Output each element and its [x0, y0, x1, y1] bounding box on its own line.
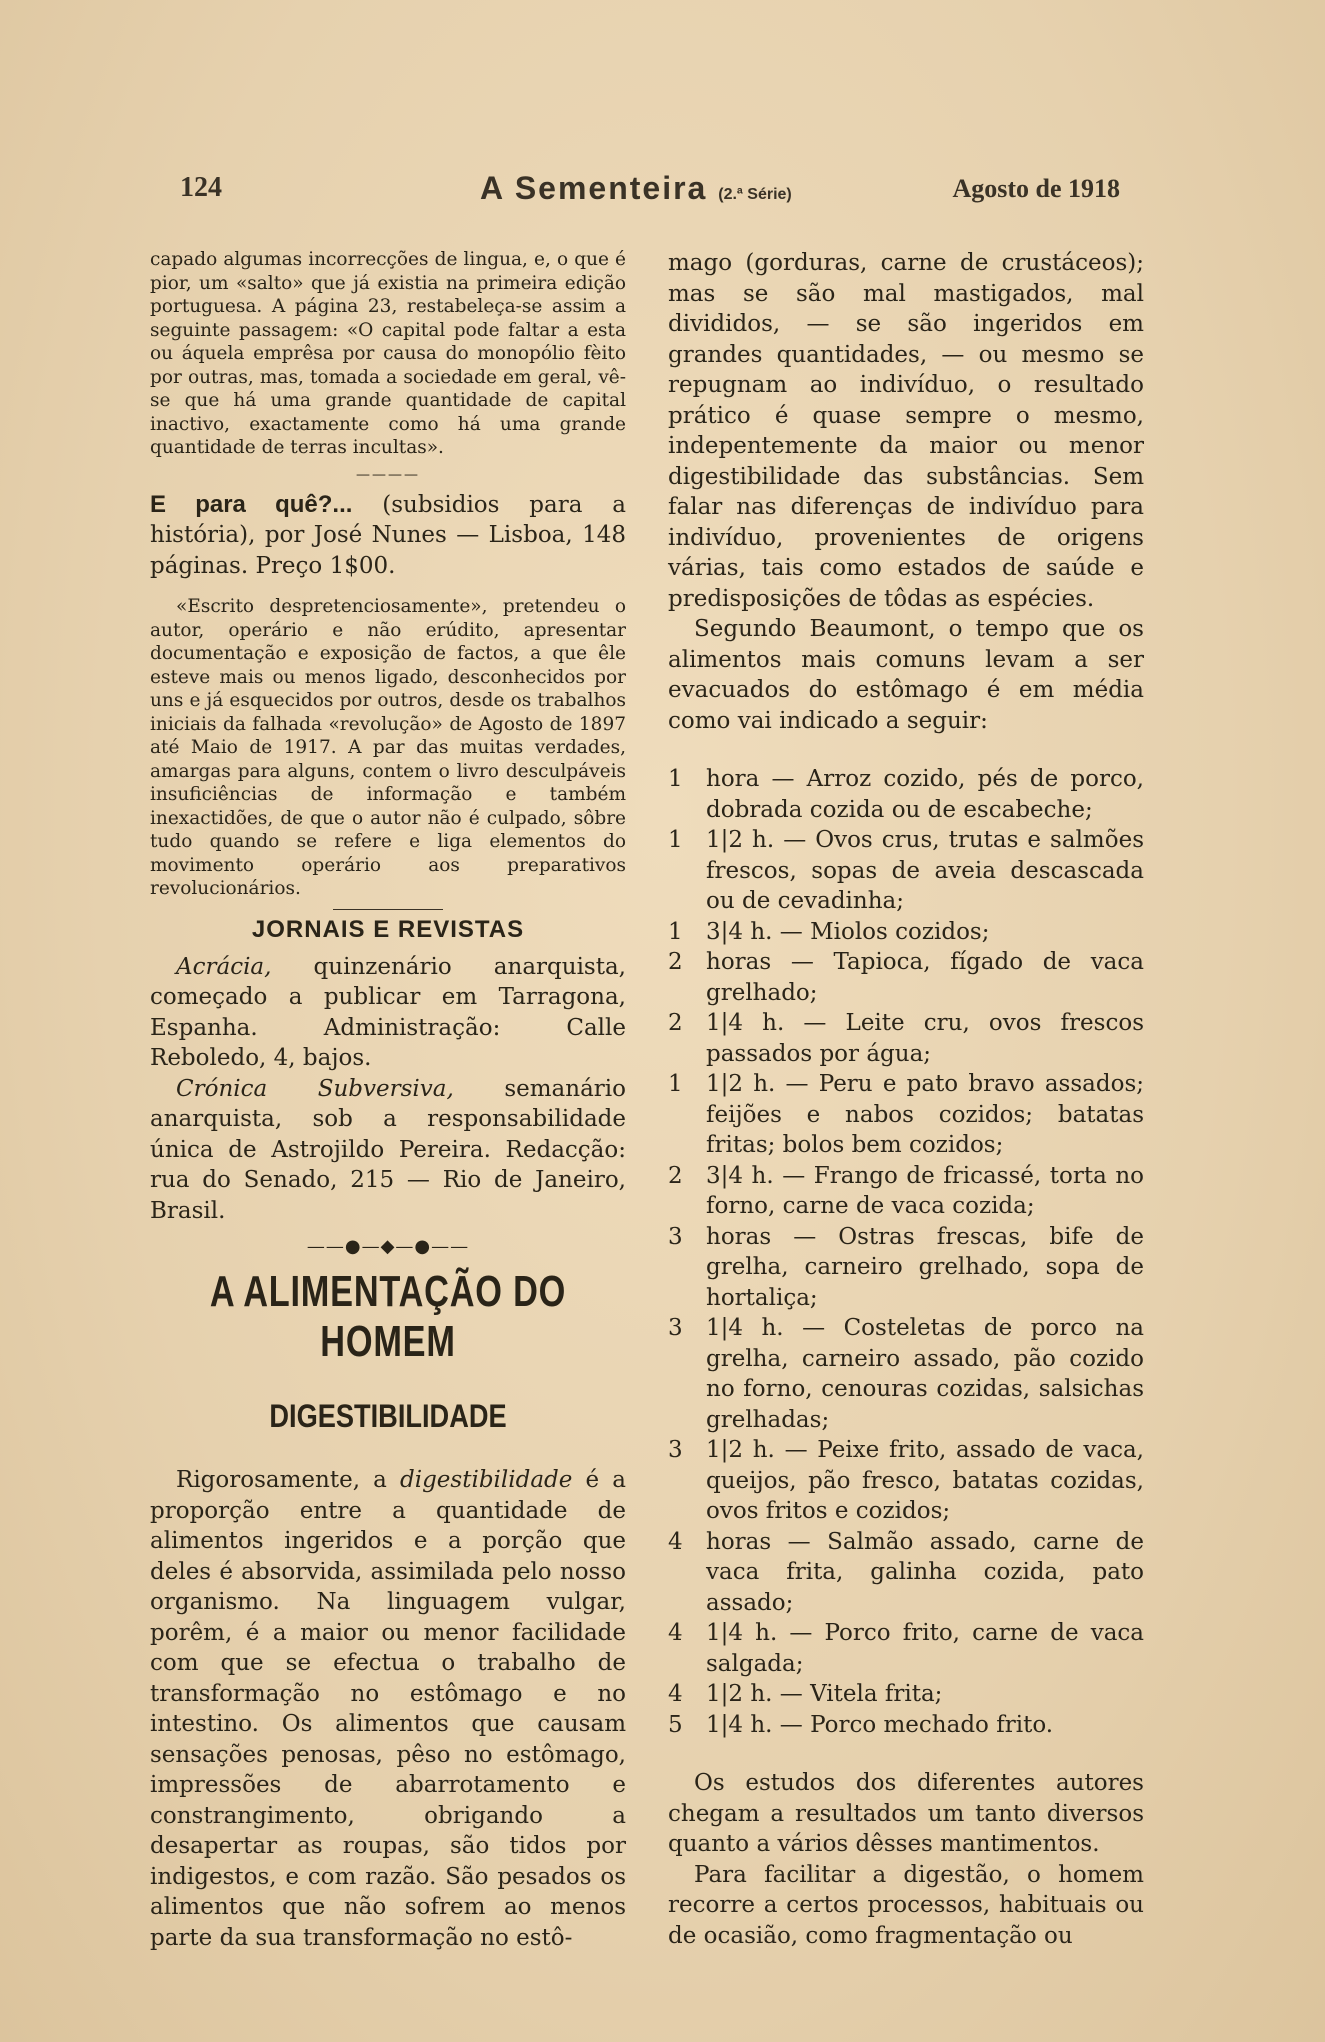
- time-value: 1: [668, 827, 683, 853]
- time-foods: 1|4 h. — Porco mechado frito.: [706, 1711, 1054, 1738]
- series-label: (2.ª Série): [718, 186, 792, 203]
- time-value: 3: [668, 1315, 683, 1341]
- digestion-time-item: [668, 917, 1144, 948]
- spacer: [668, 736, 1144, 764]
- book-review: «Escrito despretenciosamente», pretendeu o autor, operário e não erúdito, apresentar documentação e exposição de factos, a que êle esteve mais ou menos ligado, desconhecidos por uns e já esquecidos por outros, desde os trabalhos iniciais da falhada «revolução» de Agosto de 1897 até Maio de 1917. A par das muitas verdades, amargas para alguns, contem o livro desculpáveis insuficiências de informação e também inexactidões, de que o autor não é culpado, sôbre tudo quando se refere e liga elementos do movimento operário aos preparativos revolucionários.: [150, 596, 626, 899]
- time-value: 4: [668, 1681, 683, 1707]
- left-column: [150, 248, 626, 1953]
- digestion-time-item: [668, 1710, 1144, 1741]
- time-foods: 1|4 h. — Porco frito, carne de vaca salgada;: [706, 1620, 1144, 1677]
- time-foods: 3|4 h. — Frango de fricassé, torta no forno, carne de vaca cozida;: [706, 1162, 1144, 1219]
- time-foods: horas — Tapioca, fígado de vaca grelhado;: [706, 949, 1144, 1006]
- digestibility-paragraph: [150, 1465, 626, 1953]
- right-column: [668, 248, 1144, 1951]
- article-title: A ALIMENTAÇÃO DO HOMEM: [209, 1267, 567, 1366]
- digest-text-b: é a proporção entre a quantidade de alimentos ingeridos e a porção que deles é absorvida, assimilada pelo nosso organismo. Na linguagem vulgar, porêm, é a maior ou menor facilidade com que se efectua o trabalho de transformação no estômago e no intestino. Os alimentos que causam sensações penosas, pêso no estômago, impressões de abarrotamento e constrangimento, obrigando a desapertar as roupas, são tidos por indigestos, e com razão. São pesados os alimentos que não sofrem ao menos parte da sua transformação no estô-: [150, 1467, 626, 1951]
- time-foods: 1|2 h. — Peixe frito, assado de vaca, queijos, pão fresco, batatas cozidas, ovos fritos e cozidos;: [706, 1437, 1144, 1524]
- digestion-time-item: [668, 1161, 1144, 1222]
- journal-2-name: Crónica Subversiva,: [176, 1075, 454, 1102]
- final-paragraph: Para facilitar a digestão, o homem recorre a certos processos, habituais ou de ocasião, como fragmentação ou: [668, 1861, 1144, 1949]
- time-foods: 1|2 h. — Peru e pato bravo assados; feijões e nabos cozidos; batatas fritas; bolos bem cozidos;: [706, 1071, 1144, 1158]
- time-foods: horas — Ostras frescas, bife de grelha, carneiro grelhado, sopa de hortaliça;: [706, 1223, 1144, 1311]
- digestion-time-item: [668, 1008, 1144, 1069]
- book-details: (subsidios para a história), por José Nunes — Lisboa, 148 páginas. Preço 1$00.: [150, 491, 626, 579]
- beaumont-paragraph: Segundo Beaumont, o tempo que os alimentos mais comuns levam a ser evacuados do estômago é em média como vai indicado a seguir:: [668, 616, 1144, 734]
- continuation-paragraph: mago (gorduras, carne de crustáceos); mas se são mal mastigados, mal divididos, — se são ingeridos em grandes quantidades, — ou mesmo se repugnam ao indivíduo, o resultado prático é quase sempre o mesmo, indepentemente da maior ou menor digestibilidade das substâncias. Sem falar nas diferenças de indivíduo para indivíduo, provenientes de origens várias, tais como estados de saúde e predisposições de tôdas as espécies.: [668, 250, 1144, 612]
- time-foods: 1|2 h. — Vitela frita;: [706, 1681, 943, 1707]
- digestion-time-item: [668, 1069, 1144, 1161]
- digestion-time-item: [668, 764, 1144, 825]
- digestion-time-item: [668, 947, 1144, 1008]
- time-value: 3: [668, 1437, 683, 1463]
- article-subtitle: DIGESTIBILIDADE: [269, 1398, 507, 1434]
- digestion-time-item: [668, 1618, 1144, 1679]
- time-value: 3: [668, 1223, 683, 1250]
- digest-text-a: Rigorosamente, a: [176, 1467, 400, 1493]
- journal-notice-2: [150, 1074, 626, 1227]
- journal-1-name: Acrácia,: [176, 953, 272, 980]
- ornament-divider: ——●—◆—●——: [306, 1236, 470, 1257]
- digestion-time-item: [668, 1679, 1144, 1710]
- short-separator: ————: [356, 466, 420, 483]
- time-foods: 1|4 h. — Leite cru, ovos frescos passados por água;: [706, 1010, 1144, 1067]
- intro-paragraph: capado algumas incorrecções de lingua, e, o que é pior, um «salto» que já existia na primeira edição portuguesa. A página 23, restabeleça-se assim a seguinte passagem: «O capital pode faltar a esta ou áquela emprêsa por causa do monopólio fèito por outras, mas, tomada a sociedade em geral, vê-se que há uma grande quantidade de capital inactivo, exactamente como há uma grande quantidade de terras incultas».: [150, 249, 626, 458]
- digestion-time-item: [668, 1527, 1144, 1619]
- page-number: 124: [180, 172, 222, 203]
- time-foods: hora — Arroz cozido, pés de porco, dobrada cozida ou de escabeche;: [706, 766, 1144, 823]
- section-heading: JORNAIS E REVISTAS: [251, 915, 525, 943]
- divider-line: [333, 909, 443, 910]
- journal-1-details: quinzenário anarquista, começado a publicar em Tarragona, Espanha. Administração: Calle Reboledo, 4, bajos.: [150, 953, 626, 1071]
- studies-paragraph: Os estudos dos diferentes autores chegam a resultados um tanto diversos quanto a vários dêsses mantimentos.: [668, 1770, 1144, 1857]
- book-title: E para quê?...: [150, 490, 353, 518]
- time-value: 4: [668, 1620, 683, 1646]
- time-foods: 1|4 h. — Costeletas de porco na grelha, carneiro assado, pão cozido no forno, cenouras cozidas, salsichas grelhadas;: [706, 1315, 1144, 1433]
- publication-name: A Sementeira: [480, 170, 708, 206]
- time-value: 1: [668, 766, 683, 792]
- time-value: 2: [668, 1162, 683, 1189]
- time-foods: 3|4 h. — Miolos cozidos;: [706, 918, 990, 945]
- time-value: 2: [668, 1010, 683, 1036]
- time-value: 5: [668, 1711, 683, 1738]
- time-value: 1: [668, 918, 683, 945]
- time-foods: 1|2 h. — Ovos crus, trutas e salmões frescos, sopas de aveia descascada ou de cevadinha;: [706, 827, 1144, 914]
- issue-date: Agosto de 1918: [952, 174, 1120, 203]
- journal-2-details: semanário anarquista, sob a responsabilidade única de Astrojildo Pereira. Redacção: rua do Senado, 215 — Rio de Janeiro, Brasil.: [150, 1075, 626, 1224]
- digestion-time-item: [668, 1313, 1144, 1435]
- time-value: 2: [668, 949, 683, 975]
- time-value: 1: [668, 1071, 683, 1097]
- digestion-time-item: [668, 1435, 1144, 1527]
- spacer: [668, 1740, 1144, 1768]
- publication-title: [480, 170, 792, 207]
- digest-term: digestibilidade: [400, 1467, 573, 1493]
- time-foods: horas — Salmão assado, carne de vaca frita, galinha cozida, pato assado;: [706, 1528, 1144, 1616]
- digestion-time-item: [668, 1222, 1144, 1314]
- page-header: [180, 170, 1140, 210]
- time-value: 4: [668, 1528, 683, 1555]
- digestion-times-list: [668, 764, 1144, 1740]
- journal-notice-1: [150, 952, 626, 1074]
- book-notice: [150, 490, 626, 582]
- digestion-time-item: [668, 825, 1144, 917]
